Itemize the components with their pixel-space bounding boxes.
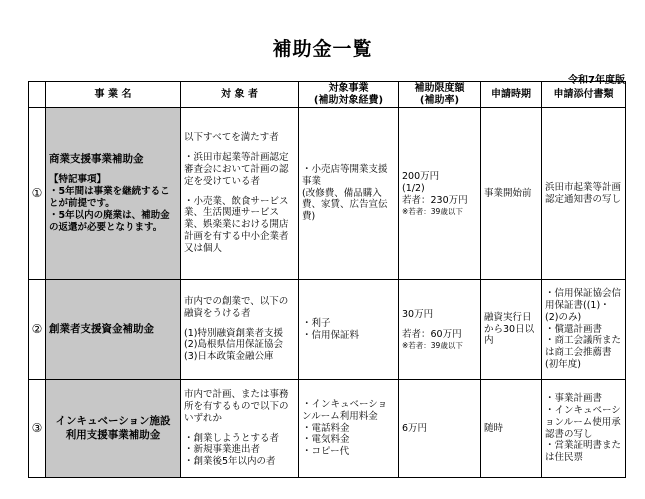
- note-line: ・5年間は事業を継続することが前提です。: [49, 186, 170, 210]
- header-limit: [399, 82, 481, 108]
- target-line: (2)島根県信用保証協会: [184, 339, 283, 351]
- limit-line: 200万円: [402, 171, 440, 182]
- target-business-cell: [299, 280, 399, 380]
- special-notes: [49, 174, 177, 233]
- timing-cell: 事業開始前: [481, 108, 542, 280]
- business-name-cell: [46, 380, 181, 478]
- limit-note: ※若者：39歳以下: [402, 340, 463, 350]
- business-name-line: 利用支援事業補助金: [65, 428, 161, 441]
- business-line: ・電話料金: [302, 422, 350, 434]
- header-limit-line: 補助限度額: [414, 83, 465, 94]
- document-line: ・商工会議所または商工会推薦書(初年度): [545, 335, 622, 371]
- document-line: ・信用保証協会信用保証書((1)・(2)のみ): [545, 287, 622, 323]
- target-line: 市内で計画、または事務所を有するもので以下のいずれか: [184, 388, 289, 424]
- target-business-cell: [299, 380, 399, 478]
- business-name-cell: [46, 280, 181, 380]
- header-target-business-line: 対象事業: [328, 83, 369, 94]
- business-line: ・コピー代: [302, 446, 350, 458]
- header-target-business: [299, 82, 399, 108]
- documents-cell: 浜田市起業等計画認定通知書の写し: [542, 108, 626, 280]
- document-line: ・事業計画書: [545, 392, 603, 404]
- business-line: ・信用保証料: [302, 329, 360, 341]
- header-documents: 申請添付書類: [542, 82, 626, 108]
- limit-cell: 6万円: [399, 380, 481, 478]
- table-row: [29, 108, 626, 280]
- target-line: 以下すべてを満たす者: [184, 132, 279, 144]
- limit-line: 30万円: [402, 308, 434, 320]
- table-row: [29, 380, 626, 478]
- business-name: 創業者支援資金補助金: [49, 322, 154, 335]
- header-business-name: 事 業 名: [46, 82, 181, 108]
- target-cell: [181, 380, 299, 478]
- target-line: ・創業しようとする者: [184, 432, 280, 444]
- header-limit-line: (補助率): [419, 94, 460, 106]
- document-line: ・営業証明書または住民票: [545, 440, 622, 464]
- document-line: ・インキュベーションルーム使用承認書の写し: [545, 404, 621, 440]
- limit-line: 若者：230万円: [402, 194, 468, 206]
- target-line: ・小売業、飲食サービス業、生活関連サービス業、娯楽業における開店計画を有する中小企業者又は個人: [184, 195, 289, 255]
- limit-note: ※若者：39歳以下: [402, 206, 463, 216]
- header-target-business-line: (補助対象経費): [313, 94, 384, 106]
- subsidy-table: [28, 81, 626, 478]
- limit-line: (1/2): [402, 182, 425, 194]
- row-number: ①: [29, 108, 46, 280]
- note-line: 【特記事項】: [49, 174, 107, 186]
- row-number: ③: [29, 380, 46, 478]
- business-line: ・インキュベーションルーム利用料金: [302, 398, 388, 422]
- limit-line: 若者：60万円: [402, 328, 462, 340]
- business-line: (改修費、備品購入費、家賃、広告宣伝費): [302, 187, 388, 223]
- limit-cell: [399, 280, 481, 380]
- limit-cell: [399, 108, 481, 280]
- target-line: 市内での創業で、以下の融資をうける者: [184, 295, 289, 319]
- fiscal-year-label: 令和7年度版: [568, 75, 625, 86]
- target-line: ・新規事業進出者: [184, 444, 261, 456]
- target-cell: [181, 108, 299, 280]
- timing-cell: 融資実行日から30日以内: [481, 280, 542, 380]
- business-line: ・電気料金: [302, 434, 350, 446]
- header-timing: 申請時期: [481, 82, 542, 108]
- business-line: ・利子: [302, 317, 331, 329]
- target-line: ・浜田市起業等計画認定審査会において計画の認定を受けている者: [184, 151, 289, 187]
- business-line: ・小売店等開業支援事業: [302, 163, 388, 187]
- target-line: (3)日本政策金融公庫: [184, 351, 274, 363]
- target-business-cell: [299, 108, 399, 280]
- row-number: ②: [29, 280, 46, 380]
- table-row: [29, 280, 626, 380]
- note-line: ・5年以内の廃業は、補助金の返還が必要となります。: [49, 210, 170, 233]
- documents-cell: [542, 280, 626, 380]
- table-header-row: [29, 82, 626, 108]
- target-cell: [181, 280, 299, 380]
- header-target: 対 象 者: [181, 82, 299, 108]
- target-line: (1)特別融資創業者支援: [184, 327, 283, 339]
- documents-cell: [542, 380, 626, 478]
- document-line: ・償還計画書: [545, 323, 603, 335]
- business-name-line: インキュベーション施設: [55, 415, 171, 428]
- page-title: 補助金一覧: [272, 38, 373, 60]
- business-name-cell: [46, 108, 181, 280]
- header-number: [29, 82, 46, 108]
- business-name: 商業支援事業補助金: [49, 153, 144, 166]
- target-line: ・創業後5年以内の者: [184, 456, 276, 468]
- timing-cell: 随時: [481, 380, 542, 478]
